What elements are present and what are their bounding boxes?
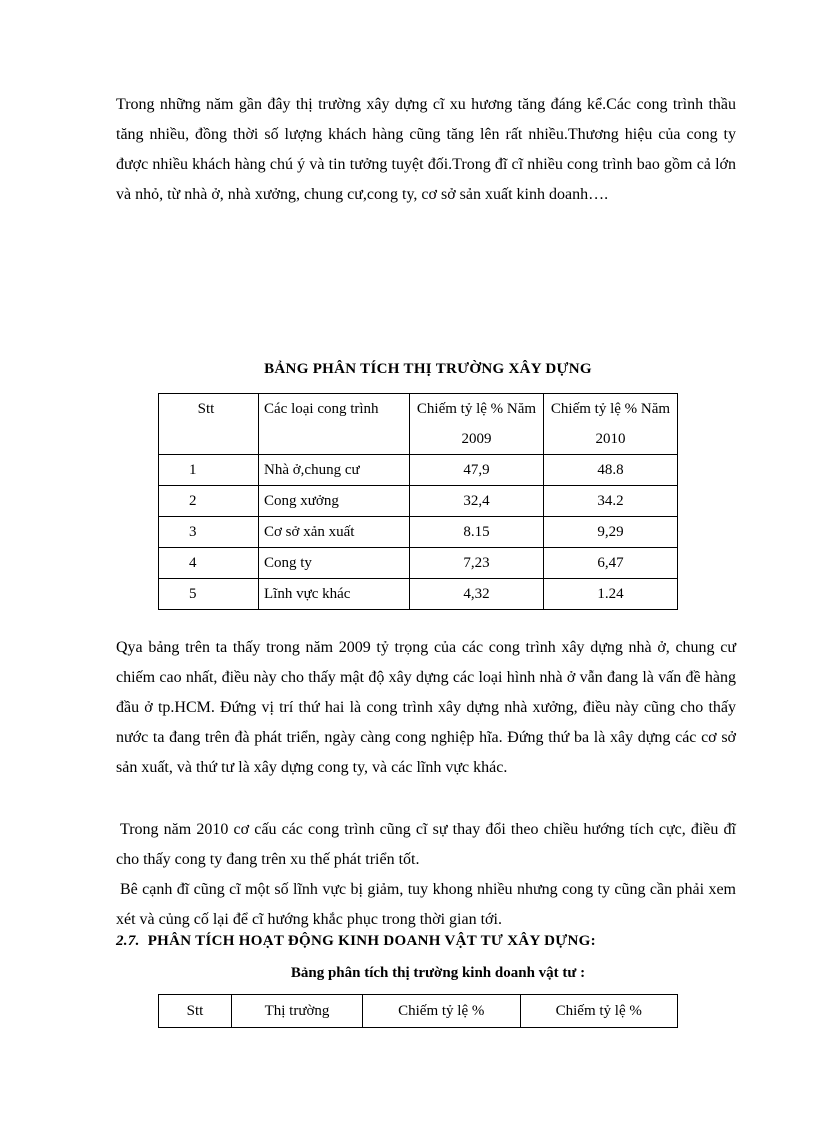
table1-title: BẢNG PHÂN TÍCH THỊ TRƯỜNG XÂY DỰNG	[264, 361, 592, 377]
row-2009: 7,23	[410, 548, 544, 579]
construction-market-table	[158, 393, 678, 610]
row-type: Lĩnh vực khác	[259, 579, 410, 610]
header-share-2009: Chiếm tỷ lệ % Năm 2009	[410, 394, 544, 455]
row-type: Nhà ở,chung cư	[259, 455, 410, 486]
row-type: Cong xưởng	[259, 486, 410, 517]
table-header-row	[159, 995, 678, 1028]
row-2010: 6,47	[544, 548, 678, 579]
header-share-2010: Chiếm tỷ lệ % Năm 2010	[544, 394, 678, 455]
table-row	[159, 517, 678, 548]
paragraph-decline: Bê cạnh đĩ cũng cĩ một số lĩnh vực bị giảm, tuy khong nhiều nhưng cong ty cũng cần phải xem xét và củng cố lại để cĩ hướng khắc phục trong thời gian tới.	[116, 881, 736, 928]
row-stt: 1	[159, 455, 259, 486]
row-2009: 47,9	[410, 455, 544, 486]
header-share-b: Chiếm tỷ lệ %	[520, 995, 678, 1028]
row-2009: 32,4	[410, 486, 544, 517]
table-row	[159, 548, 678, 579]
section-number: 2.7.	[116, 933, 140, 949]
table-row	[159, 579, 678, 610]
analysis-paragraph: Qya bảng trên ta thấy trong năm 2009 tỷ trọng của các cong trình xây dựng nhà ở, chung cư chiếm cao nhất, điều này cho thấy mật độ xây dựng các loại hình nhà ở vẫn đang là vấn đề hàng đầu ở tp.HCM. Đứng vị trí thứ hai là cong trình xây dựng nhà xưởng, điều này cũng cho thấy nước ta đang trên đà phát triển, ngày càng cong nghiệp hĩa. Đứng thứ ba là xây dựng các cơ sở sản xuất, và thứ tư là xây dựng cong ty, và các lĩnh vực khác.	[116, 639, 736, 776]
row-2009: 4,32	[410, 579, 544, 610]
table2-title: Bảng phân tích thị trường kinh doanh vật tư :	[290, 965, 586, 981]
row-type: Cong ty	[259, 548, 410, 579]
materials-market-table	[158, 994, 678, 1028]
header-share-a: Chiếm tỷ lệ %	[363, 995, 521, 1028]
table-row	[159, 486, 678, 517]
paragraph-2010: Trong năm 2010 cơ cấu các cong trình cũng cĩ sự thay đổi theo chiều hướng tích cực, điều đĩ cho thấy cong ty đang trên xu thế phát triển tốt.	[116, 821, 736, 868]
header-market: Thị trường	[232, 995, 363, 1028]
row-stt: 2	[159, 486, 259, 517]
table-header-row	[159, 394, 678, 455]
row-2010: 34.2	[544, 486, 678, 517]
row-stt: 4	[159, 548, 259, 579]
section-title: PHÂN TÍCH HOẠT ĐỘNG KINH DOANH VẬT TƯ XÂY DỰNG:	[147, 933, 596, 949]
section-heading	[116, 933, 596, 950]
intro-paragraph: Trong những năm gần đây thị trường xây dựng cĩ xu hương tăng đáng kể.Các cong trình thầu tăng nhiều, đồng thời số lượng khách hàng cũng tăng lên rất nhiều.Thương hiệu của cong ty được nhiều khách hàng chú ý và tin tưởng tuyệt đối.Trong đĩ cĩ nhiều cong trình bao gồm cả lớn và nhỏ, từ nhà ở, nhà xưởng, chung cư,cong ty, cơ sở sản xuất kinh doanh….	[116, 96, 736, 203]
row-type: Cơ sở xản xuất	[259, 517, 410, 548]
row-2010: 9,29	[544, 517, 678, 548]
table-row	[159, 455, 678, 486]
row-stt: 3	[159, 517, 259, 548]
row-2010: 48.8	[544, 455, 678, 486]
header-project-type: Các loại cong trình	[259, 394, 410, 455]
header-stt: Stt	[159, 995, 232, 1028]
row-stt: 5	[159, 579, 259, 610]
row-2009: 8.15	[410, 517, 544, 548]
header-stt: Stt	[159, 394, 259, 455]
row-2010: 1.24	[544, 579, 678, 610]
